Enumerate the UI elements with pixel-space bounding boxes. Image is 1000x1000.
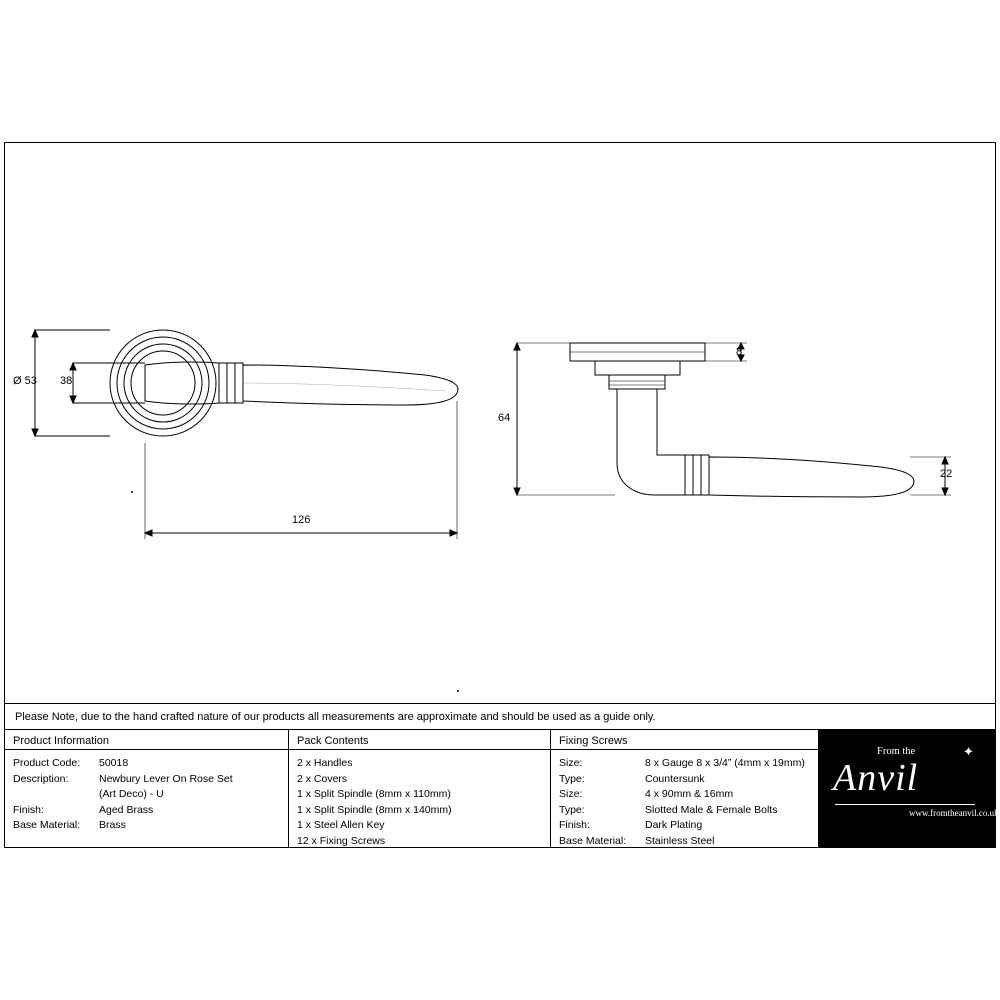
list-item: 1 x Split Spindle (8mm x 140mm) xyxy=(297,803,452,816)
table-row xyxy=(559,787,818,803)
rose-outer-circle xyxy=(110,330,216,436)
base-material-value: Brass xyxy=(99,819,126,831)
rose-step xyxy=(595,361,680,375)
table-row xyxy=(559,756,818,772)
fix-type-value-1: Countersunk xyxy=(645,772,705,785)
logo-from-the-text: From the xyxy=(877,746,916,757)
fix-size-value-1: 8 x Gauge 8 x 3/4” (4mm x 19mm) xyxy=(645,757,805,769)
logo-brand-text: Anvil xyxy=(833,757,919,799)
fix-type-value-2: Slotted Male & Female Bolts xyxy=(645,803,778,816)
fix-finish-value: Dark Plating xyxy=(645,819,703,831)
product-information-column xyxy=(5,730,289,847)
logo-url-text: www.fromtheanvil.co.uk xyxy=(909,808,999,818)
product-information-header: Product Information xyxy=(5,730,288,750)
description-label: Description: xyxy=(13,772,69,785)
logo-divider xyxy=(835,804,975,805)
base-material-label: Base Material: xyxy=(13,819,81,831)
table-row xyxy=(559,818,818,834)
list-item: 1 x Split Spindle (8mm x 110mm) xyxy=(297,788,451,800)
dim-projection-label: 64 xyxy=(498,412,511,424)
fix-size-label-2: Size: xyxy=(559,788,583,800)
fix-finish-label: Finish: xyxy=(559,819,590,831)
rose-ring-2 xyxy=(124,344,202,422)
lever-stem-profile xyxy=(617,389,685,495)
rose-neck xyxy=(609,375,665,389)
description-label-cont xyxy=(13,787,99,803)
star-icon: ✦ xyxy=(963,744,974,759)
fix-size-label-1: Size: xyxy=(559,757,583,769)
list-item: 2 x Covers xyxy=(297,772,348,785)
product-code-label: Product Code: xyxy=(13,757,81,769)
dim-length-label: 126 xyxy=(292,514,311,526)
lever-handle xyxy=(243,365,458,405)
finish-label: Finish: xyxy=(13,803,44,816)
table-row xyxy=(13,756,288,772)
drawing-sheet xyxy=(4,142,999,848)
table-row xyxy=(559,803,818,819)
table-row xyxy=(559,772,818,788)
technical-drawing xyxy=(5,143,995,703)
fix-type-label-2: Type: xyxy=(559,803,585,816)
dim-rose-thickness-label: 8 xyxy=(736,346,743,358)
table-row xyxy=(13,787,288,803)
info-table xyxy=(5,729,999,847)
pack-contents-header: Pack Contents xyxy=(289,730,550,750)
lever-handle-side xyxy=(709,457,914,497)
fixing-screws-header: Fixing Screws xyxy=(551,730,818,750)
fix-base-material-label: Base Material: xyxy=(559,834,627,847)
dim-lever-thickness-label: 22 xyxy=(940,468,953,480)
note-bar xyxy=(5,703,995,729)
description-value-cont: (Art Deco) - U xyxy=(99,788,164,800)
table-row xyxy=(13,803,288,819)
fix-base-material-value: Stainless Steel xyxy=(645,834,715,847)
fix-type-label-1: Type: xyxy=(559,772,585,785)
table-row xyxy=(559,834,818,850)
dim-diameter-label: Ø 53 xyxy=(13,375,37,387)
product-code-value: 50018 xyxy=(99,757,129,769)
list-item: 2 x Handles xyxy=(297,757,353,769)
description-value: Newbury Lever On Rose Set xyxy=(99,772,233,785)
table-row xyxy=(13,772,288,788)
fix-size-value-2: 4 x 90mm & 16mm xyxy=(645,788,734,800)
finish-value: Aged Brass xyxy=(99,803,154,816)
brand-logo xyxy=(819,730,999,847)
list-item: 1 x Steel Allen Key xyxy=(297,819,385,831)
lever-collar xyxy=(145,362,219,404)
lever-banding-side xyxy=(685,455,709,495)
dim-rose-height-label: 38 xyxy=(60,375,73,387)
note-text: Please Note, due to the hand crafted nature of our products all measurements are approximate and should be used as a guide only. xyxy=(15,710,656,723)
table-row xyxy=(13,818,288,834)
lever-banding xyxy=(219,363,243,403)
pack-contents-column xyxy=(289,730,551,847)
list-item: 12 x Fixing Screws xyxy=(297,834,386,847)
fixing-screws-column xyxy=(551,730,819,847)
rose-ring-3 xyxy=(131,351,195,415)
